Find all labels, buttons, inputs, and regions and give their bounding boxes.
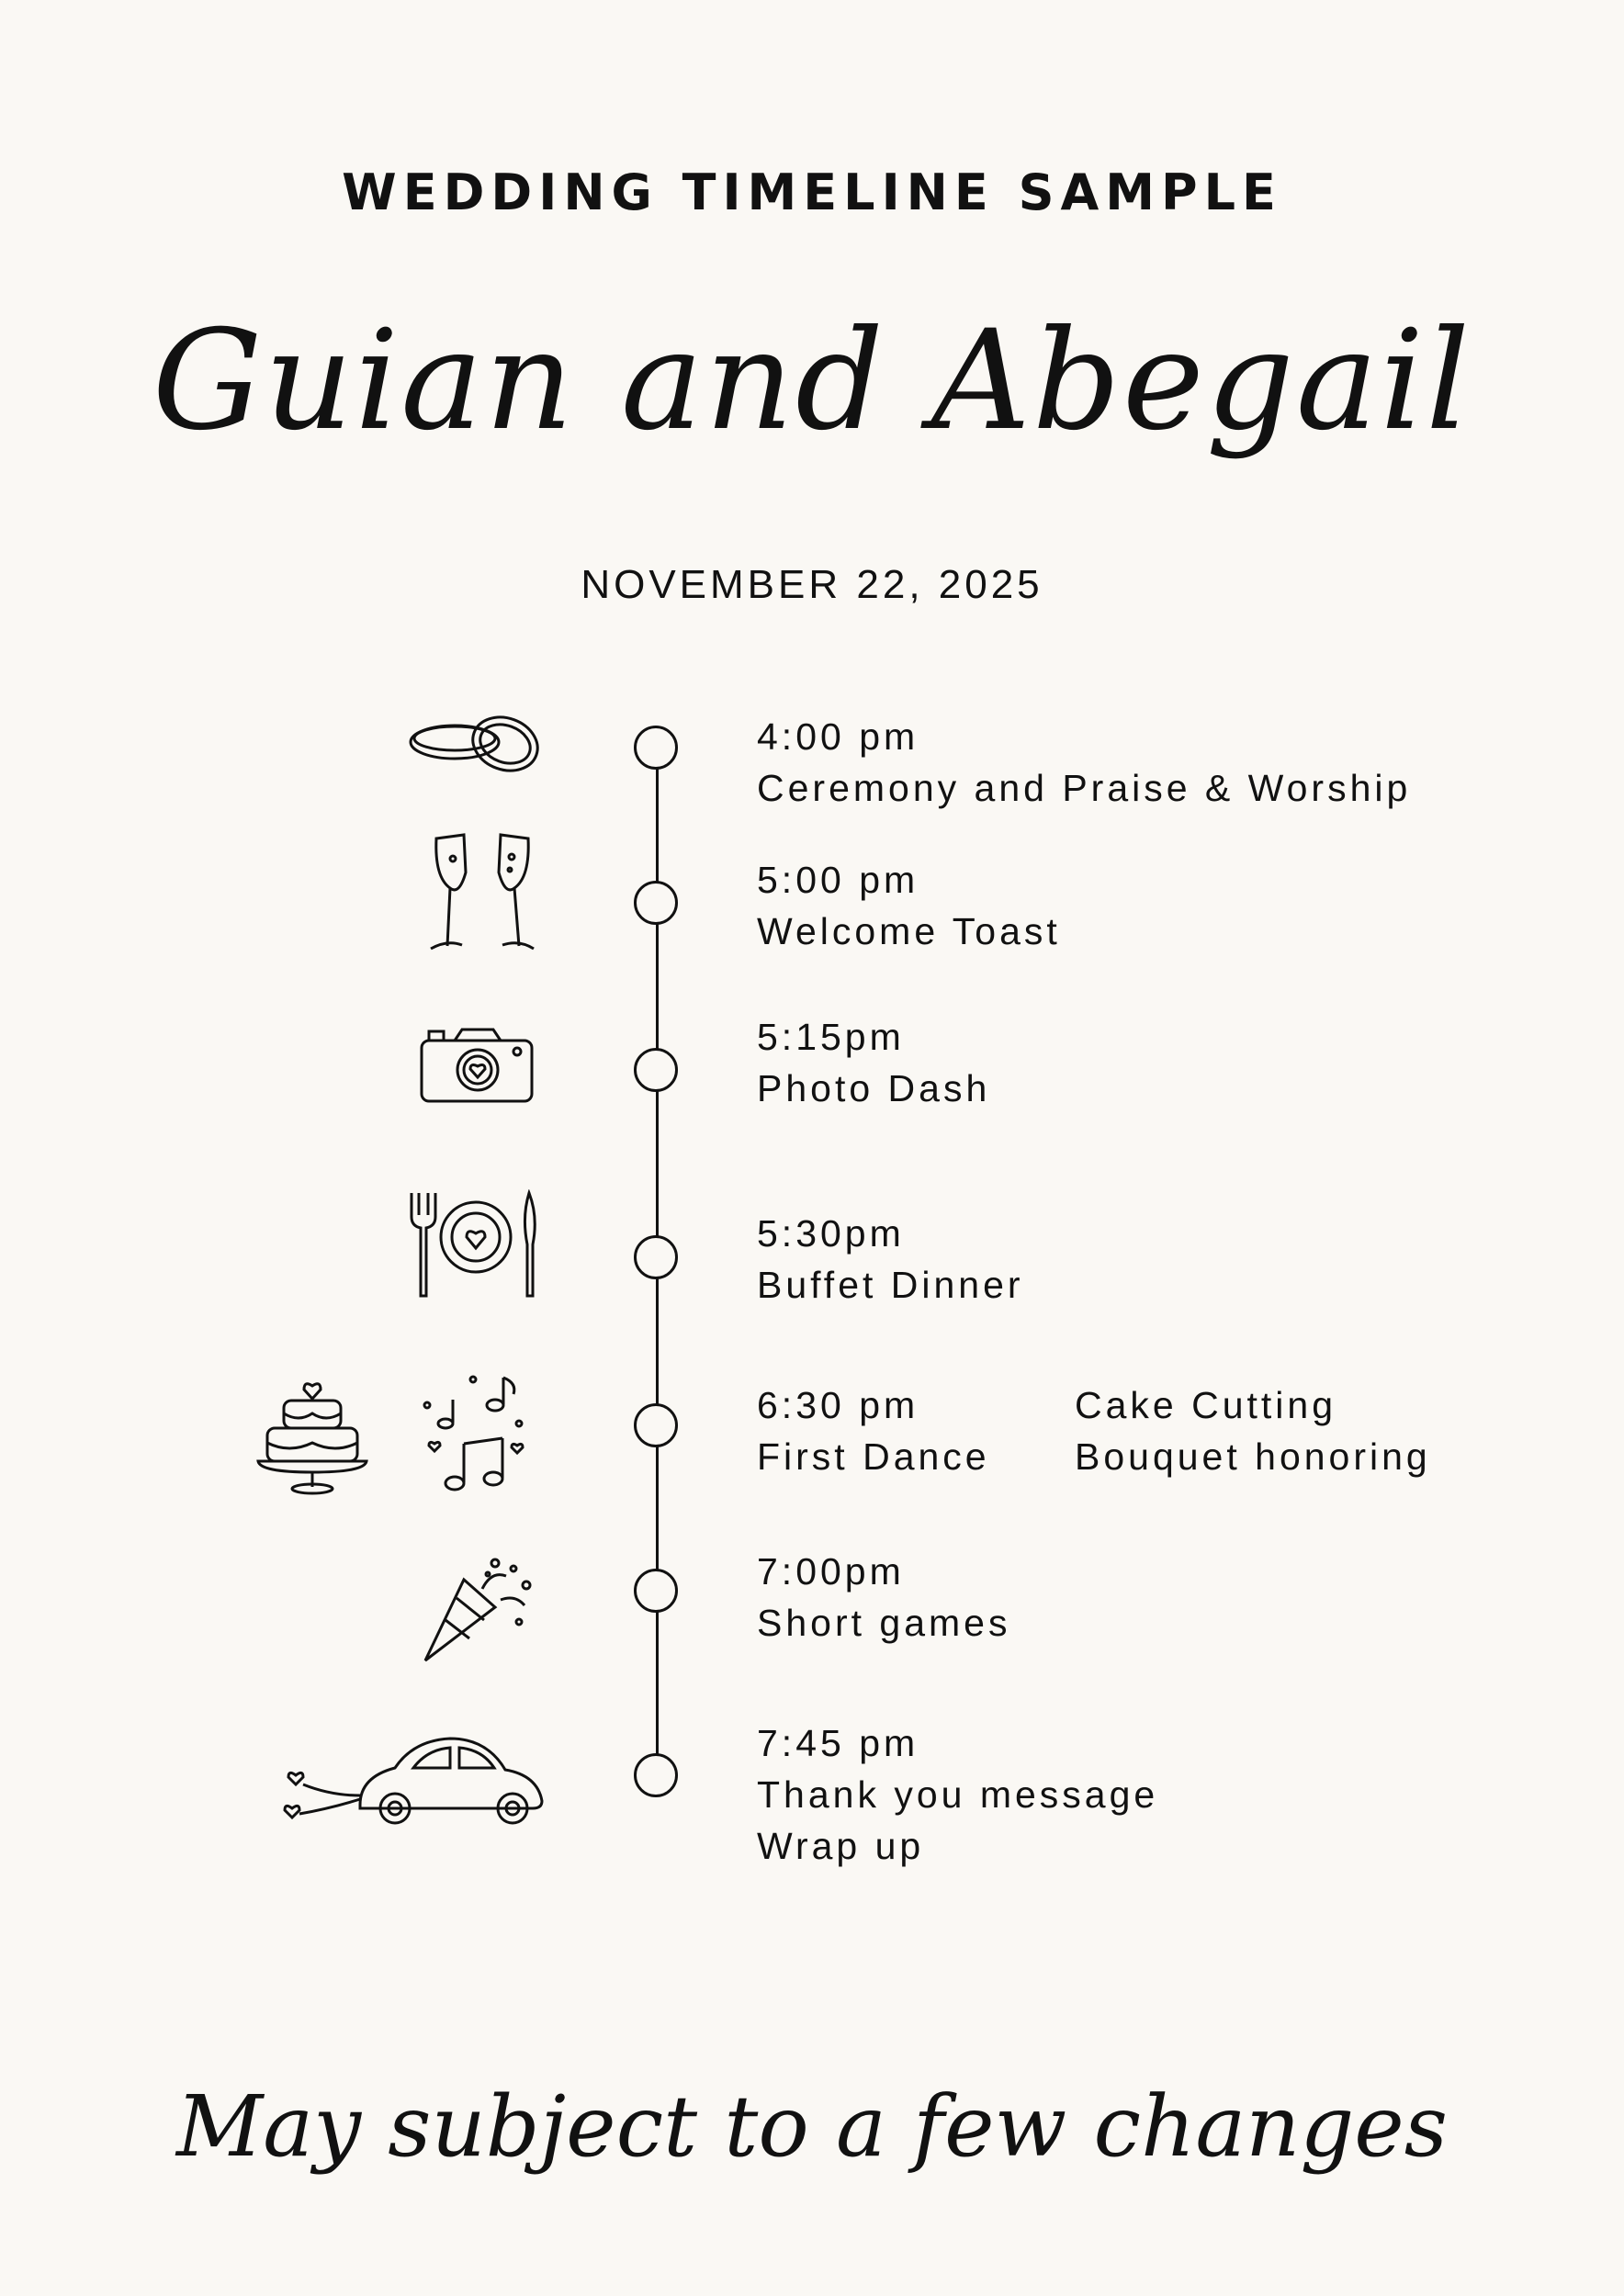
page-title: WEDDING TIMELINE SAMPLE <box>342 163 1282 221</box>
entry-time: 5:30pm <box>757 1212 905 1255</box>
timeline-dot <box>634 1235 678 1279</box>
music-notes-icon <box>418 1368 537 1497</box>
entry-time: 4:00 pm <box>757 715 919 758</box>
timeline-entry <box>757 711 1411 814</box>
camera-icon <box>418 1024 537 1107</box>
couple-names: Guian and Abegail <box>152 301 1472 461</box>
entry-time: 7:00pm <box>757 1550 905 1593</box>
timeline-entry <box>757 1379 990 1482</box>
entry-text: Ceremony and Praise & Worship <box>757 767 1412 809</box>
timeline-dot <box>634 1048 678 1092</box>
timeline-dot <box>634 1403 678 1447</box>
wedding-date: NOVEMBER 22, 2025 <box>581 562 1043 607</box>
entry-text: Photo Dash <box>757 1067 991 1109</box>
timeline-entry <box>757 1717 1158 1872</box>
entry-extra-line: Cake Cutting <box>1075 1384 1337 1426</box>
timeline-entry <box>757 1546 1010 1649</box>
entry-text: First Dance <box>757 1435 990 1478</box>
timeline-entry <box>757 1208 1024 1311</box>
timeline-dot <box>634 1753 678 1797</box>
timeline-entry-extra <box>1075 1379 1431 1482</box>
rings-icon <box>404 707 551 781</box>
party-popper-icon <box>418 1552 537 1667</box>
entry-text: Short games <box>757 1602 1011 1644</box>
footer-note: May subject to a few changes <box>176 2077 1448 2176</box>
entry-text: Buffet Dinner <box>757 1264 1024 1306</box>
timeline-dot <box>634 881 678 925</box>
timeline-entry <box>757 854 1061 957</box>
entry-time: 5:00 pm <box>757 859 919 901</box>
plate-cutlery-icon <box>404 1189 542 1300</box>
entry-time: 6:30 pm <box>757 1384 919 1426</box>
entry-text: Wrap up <box>757 1825 925 1867</box>
timeline-dot <box>634 726 678 770</box>
entry-text: Thank you message <box>757 1773 1159 1816</box>
wedding-cake-icon <box>253 1373 372 1497</box>
entry-time: 5:15pm <box>757 1016 905 1058</box>
entry-time: 7:45 pm <box>757 1722 919 1764</box>
wedding-car-icon <box>276 1731 551 1832</box>
entry-text: Welcome Toast <box>757 910 1061 952</box>
timeline-entry <box>757 1011 990 1114</box>
entry-extra-line: Bouquet honoring <box>1075 1435 1431 1478</box>
champagne-glasses-icon <box>418 831 547 960</box>
timeline-dot <box>634 1569 678 1613</box>
